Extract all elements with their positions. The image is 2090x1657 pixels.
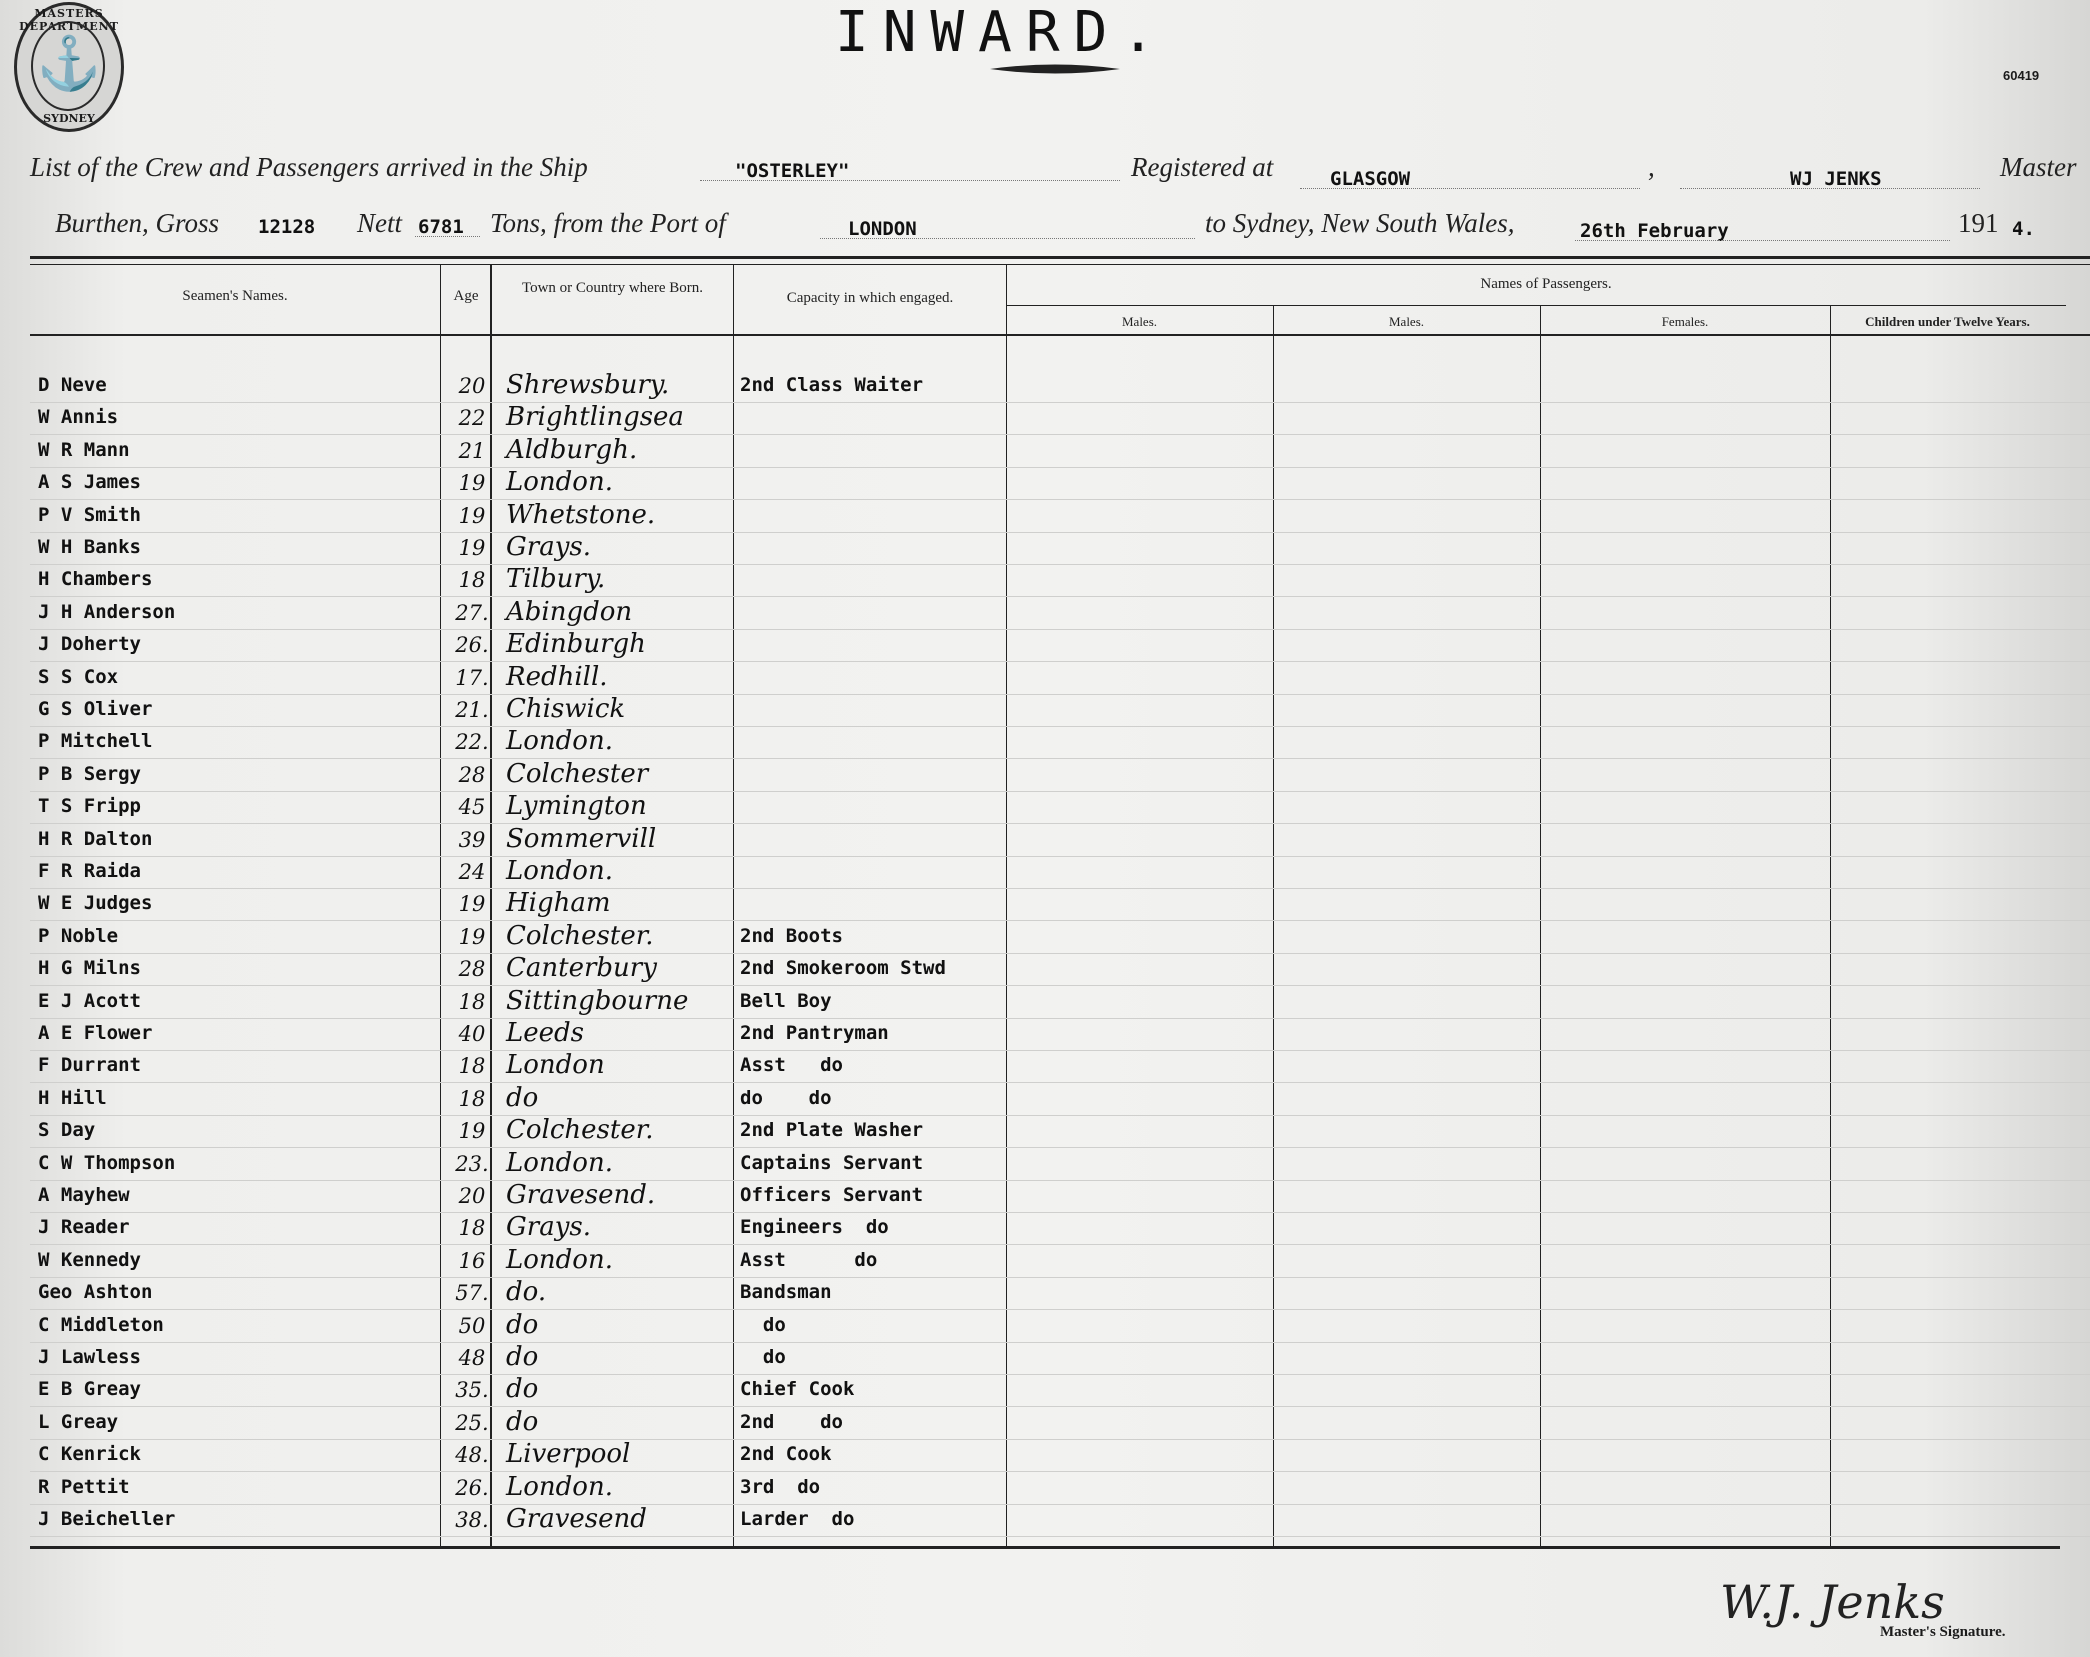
crew-name: P V Smith — [38, 504, 141, 526]
crew-row — [0, 759, 2090, 795]
crew-name: A S James — [38, 471, 141, 493]
master-label: Master — [2000, 152, 2077, 182]
crew-row — [0, 1180, 2090, 1216]
crew-name: W R Mann — [38, 439, 130, 461]
crew-age: 28 — [458, 957, 486, 981]
crew-name: H Chambers — [38, 568, 153, 590]
crew-town: London. — [506, 726, 613, 756]
crew-town: London. — [506, 1245, 613, 1275]
crew-capacity: 2nd Smokeroom Stwd — [740, 957, 946, 979]
crew-town: Edinburgh — [506, 629, 646, 659]
crew-town: Redhill. — [506, 662, 608, 692]
crew-town: Colchester. — [506, 1115, 654, 1145]
nett-tonnage: 6781 — [418, 216, 464, 238]
crew-town: Gravesend — [506, 1504, 647, 1534]
crew-town: Sittingbourne — [506, 986, 689, 1016]
table-top-rule — [30, 256, 2090, 259]
crew-town: do. — [506, 1277, 547, 1307]
crew-row — [0, 953, 2090, 989]
crew-row — [0, 1212, 2090, 1248]
crew-row — [0, 694, 2090, 730]
registered-comma: , — [1648, 152, 1655, 182]
crew-row — [0, 1472, 2090, 1508]
crew-capacity: 2nd do — [740, 1411, 843, 1433]
gross-tonnage: 12128 — [258, 216, 316, 238]
crew-age: 18 — [458, 1216, 486, 1240]
crew-town: London. — [506, 467, 613, 497]
crew-row — [0, 1504, 2090, 1540]
crew-row — [0, 824, 2090, 860]
crew-town: Colchester. — [506, 921, 654, 951]
master-name: WJ JENKS — [1790, 168, 1882, 190]
year-printed: 191 — [1958, 208, 1999, 238]
col-header-capacity: Capacity in which engaged. — [786, 290, 954, 306]
crew-town: do — [506, 1374, 539, 1404]
crew-age: 18 — [458, 990, 486, 1014]
crew-name: J Lawless — [38, 1346, 141, 1368]
registered-rule — [1300, 188, 1640, 189]
col-header-males-1: Males. — [1121, 314, 1158, 329]
crew-name: J Reader — [38, 1216, 130, 1238]
crew-name: C Middleton — [38, 1314, 164, 1336]
crew-age: 21 — [458, 439, 486, 463]
crew-capacity: Asst do — [740, 1054, 843, 1076]
crew-town: do — [506, 1310, 539, 1340]
crew-age: 16 — [458, 1249, 486, 1273]
crew-capacity: do do — [740, 1087, 832, 1109]
crew-town: Whetstone. — [506, 500, 656, 530]
crew-row — [0, 662, 2090, 698]
crew-row — [0, 532, 2090, 568]
crew-town: Shrewsbury. — [506, 370, 670, 400]
crew-row — [0, 921, 2090, 957]
crew-name: A E Flower — [38, 1022, 153, 1044]
crew-row — [0, 435, 2090, 471]
destination-label: to Sydney, New South Wales, — [1205, 208, 1515, 238]
crew-capacity: Bell Boy — [740, 990, 832, 1012]
crew-age: 19 — [458, 504, 486, 528]
page-title: INWARD. — [835, 0, 1170, 65]
crew-town: Liverpool — [506, 1439, 631, 1469]
crew-name: R Pettit — [38, 1476, 130, 1498]
crew-age: 18 — [458, 1054, 486, 1078]
ship-name: "OSTERLEY" — [735, 160, 850, 182]
crew-capacity: 2nd Boots — [740, 925, 843, 947]
crew-capacity: 3rd do — [740, 1476, 821, 1498]
crew-age: 26. — [455, 1476, 489, 1500]
crew-name: C Kenrick — [38, 1443, 141, 1465]
crew-row — [0, 370, 2090, 406]
crew-town: Tilbury. — [506, 564, 606, 594]
crew-capacity: Asst do — [740, 1249, 878, 1271]
crew-town: Abingdon — [506, 597, 633, 627]
crew-name: H R Dalton — [38, 828, 153, 850]
ship-name-rule — [700, 180, 1120, 181]
crew-row — [0, 1018, 2090, 1054]
crew-town: do — [506, 1083, 539, 1113]
table-top-rule-thin — [30, 264, 2090, 265]
crew-row — [0, 1310, 2090, 1346]
crew-row — [0, 726, 2090, 762]
crew-age: 27. — [455, 601, 489, 625]
crew-row — [0, 500, 2090, 536]
crew-age: 20 — [458, 1184, 486, 1208]
crew-age: 48 — [458, 1346, 486, 1370]
crew-capacity: do — [740, 1346, 786, 1368]
crew-name: E J Acott — [38, 990, 141, 1012]
port-rule — [820, 238, 1195, 239]
crew-capacity: do — [740, 1314, 786, 1336]
crew-name: D Neve — [38, 374, 107, 396]
col-header-males-2: Males. — [1388, 314, 1425, 329]
crew-age: 24 — [458, 860, 486, 884]
crew-name: Geo Ashton — [38, 1281, 153, 1303]
crew-name: F Durrant — [38, 1054, 141, 1076]
crew-age: 19 — [458, 1119, 486, 1143]
crew-town: Colchester — [506, 759, 649, 789]
crew-age: 19 — [458, 925, 486, 949]
tons-label: Tons, from the Port of — [490, 208, 726, 238]
col-header-town: Town or Country where Born. — [521, 280, 703, 296]
crew-age: 39 — [458, 828, 486, 852]
crew-row — [0, 1342, 2090, 1378]
crew-town: Lymington — [506, 791, 647, 821]
crew-row — [0, 856, 2090, 892]
crew-age: 22. — [455, 730, 489, 754]
crew-age: 19 — [458, 471, 486, 495]
crew-town: Grays. — [506, 532, 591, 562]
crew-age: 22 — [458, 406, 486, 430]
crew-row — [0, 1115, 2090, 1151]
crew-name: C W Thompson — [38, 1152, 176, 1174]
crew-age: 17. — [455, 666, 489, 690]
crew-row — [0, 1148, 2090, 1184]
crew-row — [0, 629, 2090, 665]
crew-name: E B Greay — [38, 1378, 141, 1400]
crew-age: 40 — [458, 1022, 486, 1046]
crew-age: 21. — [455, 698, 489, 722]
crew-name: W H Banks — [38, 536, 141, 558]
crew-name: W Annis — [38, 406, 119, 428]
crew-row — [0, 1374, 2090, 1410]
crew-row — [0, 1277, 2090, 1313]
crew-age: 18 — [458, 568, 486, 592]
registered-port: GLASGOW — [1330, 168, 1411, 190]
crew-age: 57. — [455, 1281, 489, 1305]
crew-capacity: 2nd Plate Washer — [740, 1119, 924, 1141]
seal-bottom-text: SYDNEY — [43, 112, 95, 125]
crew-age: 26. — [455, 633, 489, 657]
crew-row — [0, 791, 2090, 827]
crew-age: 48. — [455, 1443, 489, 1467]
crew-town: Brightlingsea — [506, 402, 684, 432]
crew-age: 38. — [455, 1508, 489, 1532]
crew-row — [0, 564, 2090, 600]
crew-town: Canterbury — [506, 953, 657, 983]
header-line-1-prefix: List of the Crew and Passengers arrived in the Ship — [30, 152, 588, 182]
crew-name: S S Cox — [38, 666, 119, 688]
crew-age: 19 — [458, 536, 486, 560]
crew-age: 25. — [455, 1411, 489, 1435]
reference-number: 60419 — [2003, 68, 2040, 83]
crew-row — [0, 986, 2090, 1022]
nett-label: Nett — [357, 208, 402, 238]
crew-age: 45 — [458, 795, 486, 819]
table-bottom-rule — [30, 1546, 2060, 1549]
crew-name: S Day — [38, 1119, 96, 1141]
crew-row — [0, 1407, 2090, 1443]
crew-name: P B Sergy — [38, 763, 141, 785]
passenger-subheader-rule — [1006, 305, 2066, 306]
col-header-passengers: Names of Passengers. — [1480, 276, 1612, 292]
crew-town: Higham — [506, 888, 611, 918]
crew-town: Gravesend. — [506, 1180, 656, 1210]
master-signature-label: Master's Signature. — [1880, 1624, 2006, 1640]
crew-name: J Doherty — [38, 633, 141, 655]
crew-age: 28 — [458, 763, 486, 787]
crew-town: Leeds — [506, 1018, 585, 1048]
crew-town: do — [506, 1407, 539, 1437]
crew-town: London. — [506, 1472, 613, 1502]
crew-name: J H Anderson — [38, 601, 176, 623]
crew-capacity: 2nd Cook — [740, 1443, 832, 1465]
date-rule — [1575, 240, 1950, 241]
crew-capacity: Engineers do — [740, 1216, 889, 1238]
crew-row — [0, 888, 2090, 924]
crew-age: 50 — [458, 1314, 486, 1338]
crew-row — [0, 467, 2090, 503]
crew-town: Grays. — [506, 1212, 591, 1242]
crew-name: L Greay — [38, 1411, 119, 1433]
crew-town: Sommervill — [506, 824, 657, 854]
col-header-children: Children under Twelve Years. — [1865, 314, 2030, 329]
crew-name: J Beicheller — [38, 1508, 176, 1530]
crew-name: T S Fripp — [38, 795, 141, 817]
crew-capacity: Chief Cook — [740, 1378, 855, 1400]
crew-town: Chiswick — [506, 694, 626, 724]
crew-town: Aldburgh. — [506, 435, 638, 465]
crew-name: G S Oliver — [38, 698, 153, 720]
crew-name: H Hill — [38, 1087, 107, 1109]
crew-town: do — [506, 1342, 539, 1372]
crew-row — [0, 1050, 2090, 1086]
crew-capacity: 2nd Pantryman — [740, 1022, 889, 1044]
crew-row — [0, 1083, 2090, 1119]
title-flourish — [990, 62, 1120, 76]
registered-label: Registered at — [1131, 152, 1274, 182]
crew-town: London. — [506, 1148, 613, 1178]
crew-capacity: 2nd Class Waiter — [740, 374, 924, 396]
master-rule — [1680, 188, 1980, 189]
department-seal — [14, 2, 124, 132]
crew-row — [0, 1245, 2090, 1281]
arrival-date: 26th February — [1580, 220, 1729, 242]
col-header-females: Females. — [1661, 314, 1709, 329]
year-typed: 4. — [2012, 218, 2035, 240]
crew-row — [0, 1439, 2090, 1475]
crew-town: London. — [506, 856, 613, 886]
crew-age: 35. — [455, 1378, 489, 1402]
crew-name: W Kennedy — [38, 1249, 141, 1271]
col-header-seamen: Seamen's Names. — [182, 288, 288, 304]
burthen-label: Burthen, Gross — [55, 208, 220, 238]
header-bottom-rule — [30, 334, 2090, 336]
crew-age: 20 — [458, 374, 486, 398]
crew-name: H G Milns — [38, 957, 141, 979]
crew-town: London — [506, 1050, 605, 1080]
crew-age: 23. — [455, 1152, 489, 1176]
crew-name: F R Raida — [38, 860, 141, 882]
crew-name: W E Judges — [38, 892, 153, 914]
crew-name: P Noble — [38, 925, 119, 947]
crew-name: A Mayhew — [38, 1184, 130, 1206]
col-header-age: Age — [453, 288, 479, 304]
crew-capacity: Bandsman — [740, 1281, 832, 1303]
anchor-icon: ⚓ — [36, 34, 102, 94]
crew-capacity: Officers Servant — [740, 1184, 924, 1206]
master-signature: W.J. Jenks — [1720, 1575, 1945, 1629]
nett-rule — [415, 236, 480, 237]
crew-capacity: Larder do — [740, 1508, 855, 1530]
crew-age: 19 — [458, 892, 486, 916]
crew-capacity: Captains Servant — [740, 1152, 924, 1174]
crew-row — [0, 402, 2090, 438]
crew-age: 18 — [458, 1087, 486, 1111]
crew-row — [0, 597, 2090, 633]
departure-port: LONDON — [848, 218, 917, 240]
seal-top-text: MASTERS DEPARTMENT — [19, 7, 119, 33]
crew-name: P Mitchell — [38, 730, 153, 752]
